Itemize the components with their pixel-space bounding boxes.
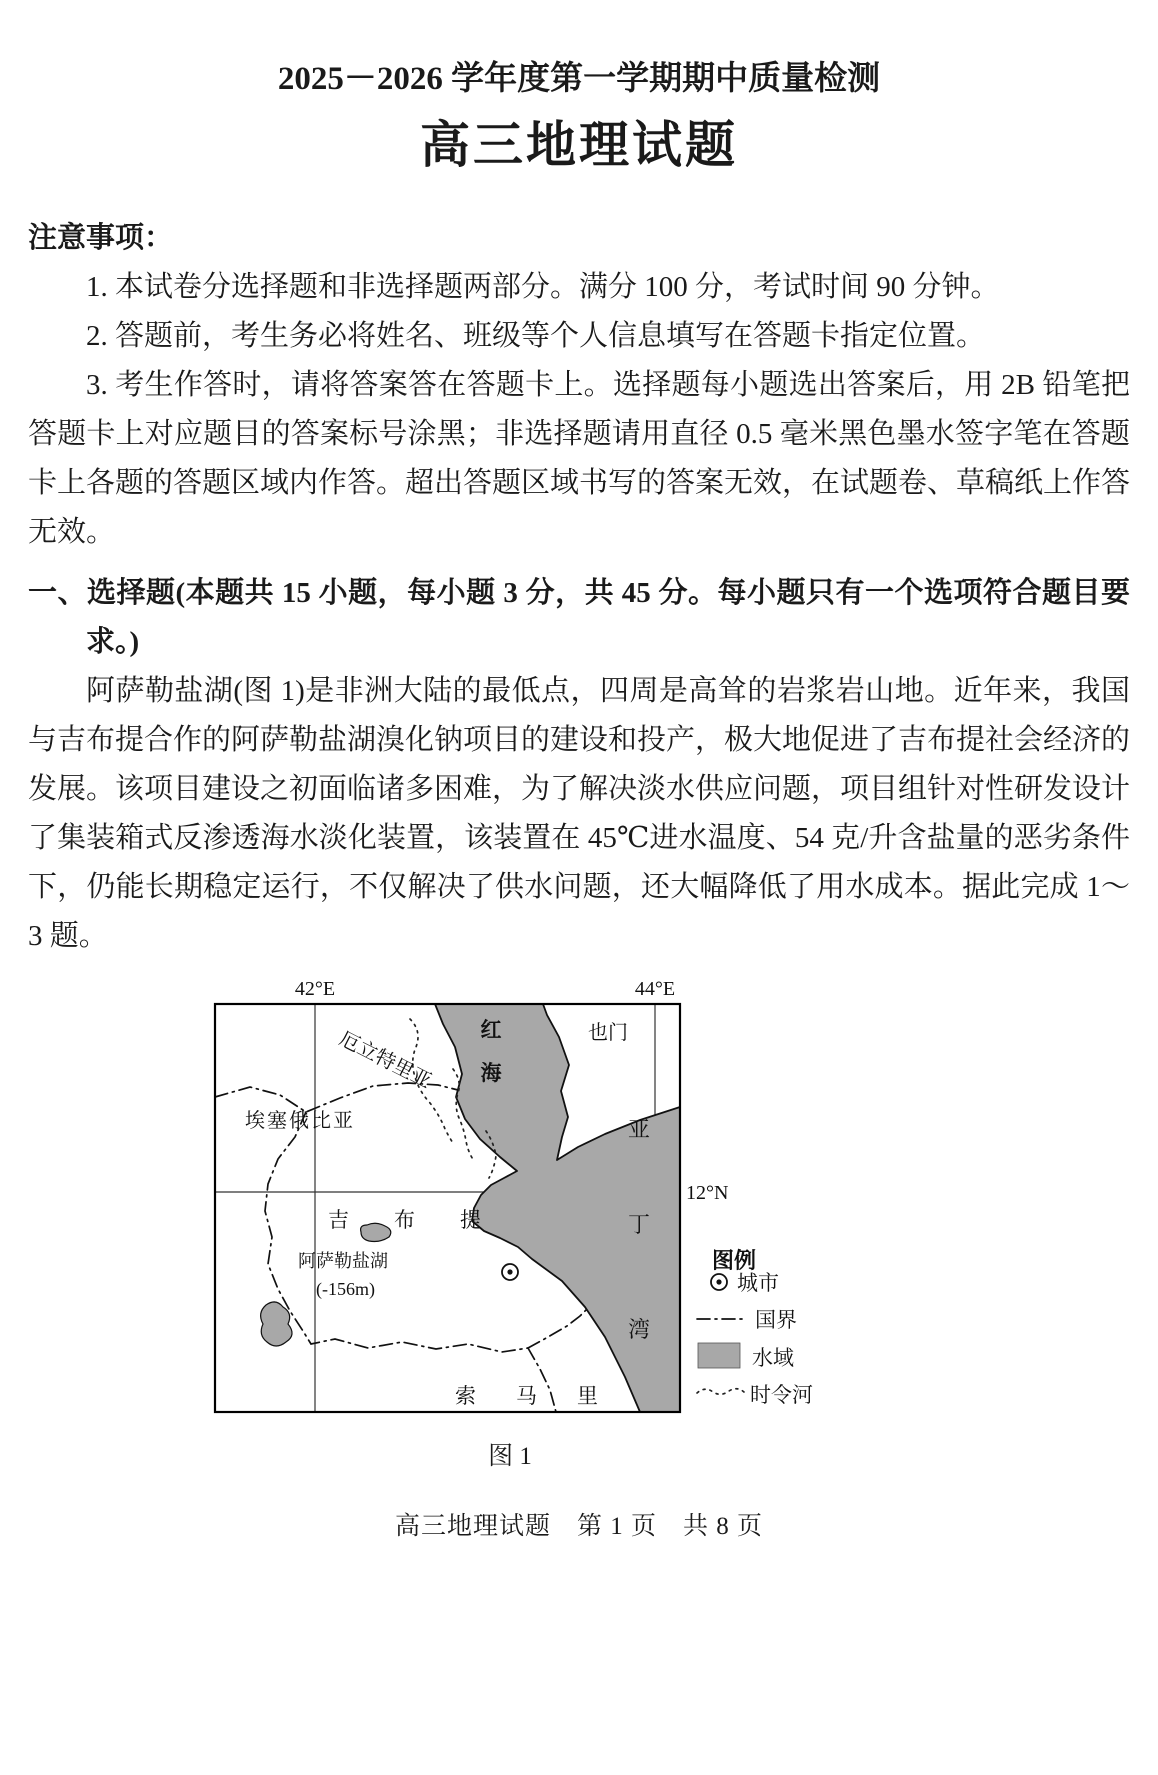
- yemen-label: 也门: [588, 1022, 628, 1044]
- section-one-heading: 一、选择题(本题共 15 小题，每小题 3 分，共 45 分。每小题只有一个选项符合题目要求。): [28, 577, 1130, 658]
- note-item-2: 2. 答题前，考生务必将姓名、班级等个人信息填写在答题卡指定位置。: [86, 320, 986, 352]
- figure-caption: 图 1: [488, 1443, 532, 1470]
- map-legend: [697, 1248, 813, 1407]
- gulf-of-aden-label-char-2: 丁: [627, 1212, 651, 1237]
- legend-title: 图例: [712, 1248, 757, 1273]
- figure-1: [210, 979, 858, 1472]
- page-footer: 高三地理试题 第 1 页 共 8 页: [394, 1513, 763, 1540]
- note-item-3: 3. 考生作答时，请将答案答在答题卡上。选择题每小题选出答案后，用 2B 铅笔把答题卡上对应题目的答案标号涂黑；非选择题请用直径 0.5 毫米黑色墨水签字笔在答题卡上各题的答题区域内作答。超出答题区域书写的答案无效，在试题卷、草稿纸上作答无效。: [28, 369, 1131, 548]
- question-stimulus: 阿萨勒盐湖(图 1)是非洲大陆的最低点，四周是高耸的岩浆岩山地。近年来，我国与吉布提合作的阿萨勒盐湖溴化钠项目的建设和投产，极大地促进了吉布提社会经济的发展。该项目建设之初面临诸多困难，为了解决淡水供应问题，项目组针对性研发设计了集装箱式反渗透海水淡化装置，该装置在 45℃进水温度、54 克/升含盐量的恶劣条件下，仍能长期稳定运行，不仅解决了供水问题，还大幅降低了用水成本。据此完成 1～3 题。: [28, 675, 1131, 952]
- latitude-12n-label: 12°N: [686, 1182, 729, 1204]
- gulf-of-aden-label-char-1: 亚: [627, 1117, 651, 1142]
- ethiopia-label: 埃塞俄比亚: [245, 1110, 355, 1132]
- djibouti-label: 吉布提: [328, 1208, 526, 1232]
- city-marker-dot: [507, 1269, 512, 1274]
- exam-subject-title: 高三地理试题: [420, 117, 738, 173]
- red-sea-label-char-2: 海: [480, 1061, 502, 1085]
- legend-river-icon: [697, 1389, 744, 1395]
- legend-city-label: 城市: [737, 1271, 779, 1295]
- legend-water-icon: [698, 1343, 740, 1368]
- notes-heading: 注意事项：: [28, 222, 174, 254]
- legend-item-river: [697, 1383, 813, 1407]
- legend-city-icon-dot: [716, 1279, 721, 1284]
- lake-abbe-shape: [261, 1302, 292, 1346]
- lake-assal-elevation-label: (-156m): [316, 1279, 375, 1299]
- longitude-44e-label: 44°E: [634, 979, 676, 1000]
- lake-assal-label: 阿萨勒盐湖: [298, 1251, 388, 1271]
- legend-item-city: [711, 1271, 779, 1295]
- longitude-42e-label: 42°E: [294, 979, 336, 1000]
- red-sea-label-char-1: 红: [480, 1018, 502, 1042]
- legend-item-border: [697, 1308, 797, 1332]
- legend-river-label: 时令河: [750, 1383, 813, 1407]
- gulf-of-aden-label-char-3: 湾: [627, 1317, 651, 1342]
- legend-border-label: 国界: [755, 1308, 797, 1332]
- somalia-label: 索马里: [455, 1384, 638, 1408]
- exam-title: 2025－2026 学年度第一学期期中质量检测: [277, 61, 881, 97]
- legend-water-label: 水域: [752, 1346, 794, 1370]
- legend-item-water: [698, 1343, 794, 1370]
- city-marker: [502, 1264, 518, 1280]
- eritrea-label: 厄立特里亚: [335, 1027, 435, 1093]
- djibouti-somalia-border-line: [528, 1309, 587, 1348]
- notes-section: [28, 214, 1130, 557]
- djibouti-region-map: [210, 979, 850, 1424]
- note-item-1: 1. 本试卷分选择题和非选择题两部分。满分 100 分，考试时间 90 分钟。: [86, 271, 1000, 303]
